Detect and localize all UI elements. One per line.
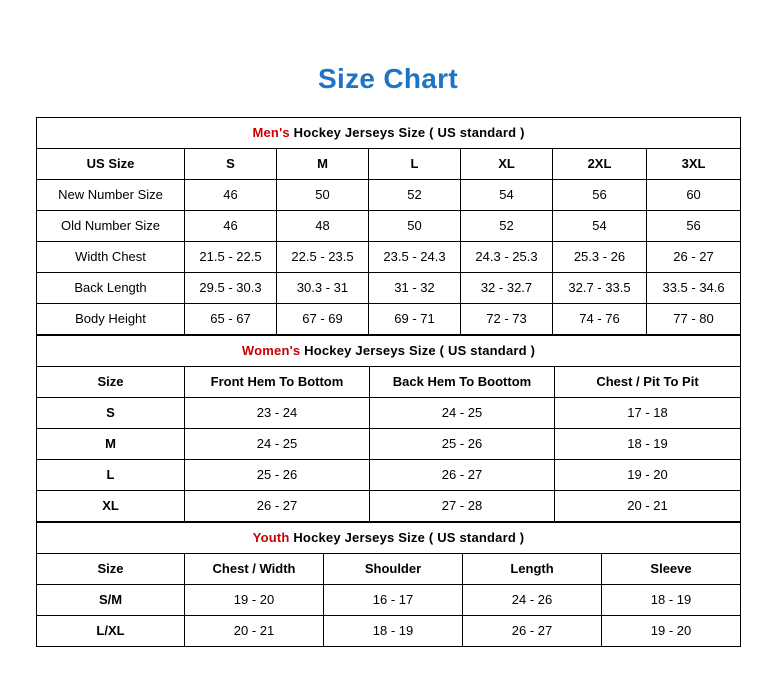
mens-cell: 23.5 - 24.3 [369,241,461,272]
mens-col-header: XL [461,148,553,179]
mens-row-label: Back Length [37,272,185,303]
mens-cell: 29.5 - 30.3 [185,272,277,303]
mens-col-header: L [369,148,461,179]
youth-row-label: L/XL [37,615,185,646]
mens-size-table [36,117,741,335]
youth-col-header: Shoulder [324,553,463,584]
mens-cell: 30.3 - 31 [277,272,369,303]
womens-section-header-row [37,335,741,366]
womens-row-label: S [37,397,185,428]
table-row [37,366,741,397]
mens-row-label: Old Number Size [37,210,185,241]
mens-cell: 56 [647,210,741,241]
mens-section-title-rest: Hockey Jerseys Size ( US standard ) [289,125,525,141]
mens-cell: 56 [553,179,647,210]
page-title: Size Chart [318,63,458,94]
mens-section-header-row [37,117,741,148]
youth-section-header-row [37,522,741,553]
youth-section-title-accent: Youth [252,530,290,546]
table-row [37,584,741,615]
table-row [37,179,741,210]
youth-cell: 18 - 19 [324,615,463,646]
table-row [37,397,741,428]
table-row [37,428,741,459]
table-row [37,459,741,490]
youth-cell: 19 - 20 [602,615,741,646]
womens-section-title-rest: Hockey Jerseys Size ( US standard ) [300,343,536,359]
table-row [37,210,741,241]
womens-row-label: L [37,459,185,490]
mens-cell: 54 [553,210,647,241]
mens-cell: 54 [461,179,553,210]
womens-cell: 20 - 21 [555,490,741,521]
womens-cell: 23 - 24 [185,397,370,428]
womens-cell: 25 - 26 [185,459,370,490]
womens-cell: 27 - 28 [370,490,555,521]
womens-col-header: Chest / Pit To Pit [555,366,741,397]
mens-cell: 26 - 27 [647,241,741,272]
womens-cell: 24 - 25 [185,428,370,459]
youth-col-header: Sleeve [602,553,741,584]
mens-row-label: Width Chest [37,241,185,272]
mens-row-label: New Number Size [37,179,185,210]
mens-cell: 72 - 73 [461,303,553,334]
mens-cell: 48 [277,210,369,241]
mens-col-header: 3XL [647,148,741,179]
youth-cell: 24 - 26 [463,584,602,615]
womens-section-title-accent: Women's [241,343,301,359]
womens-col-header: Back Hem To Boottom [370,366,555,397]
youth-cell: 20 - 21 [185,615,324,646]
womens-section-title [37,335,741,366]
youth-row-label: S/M [37,584,185,615]
table-row [37,553,741,584]
youth-col-header: Chest / Width [185,553,324,584]
mens-col-header: S [185,148,277,179]
mens-cell: 69 - 71 [369,303,461,334]
womens-col-header: Size [37,366,185,397]
youth-col-header: Size [37,553,185,584]
youth-cell: 26 - 27 [463,615,602,646]
table-row [37,241,741,272]
table-row [37,490,741,521]
mens-cell: 65 - 67 [185,303,277,334]
youth-cell: 19 - 20 [185,584,324,615]
womens-row-label: XL [37,490,185,521]
mens-cell: 32 - 32.7 [461,272,553,303]
mens-cell: 50 [277,179,369,210]
womens-cell: 25 - 26 [370,428,555,459]
mens-cell: 67 - 69 [277,303,369,334]
mens-cell: 33.5 - 34.6 [647,272,741,303]
youth-section-title [37,522,741,553]
youth-cell: 18 - 19 [602,584,741,615]
youth-col-header: Length [463,553,602,584]
mens-col-header: 2XL [553,148,647,179]
mens-cell: 74 - 76 [553,303,647,334]
mens-cell: 50 [369,210,461,241]
womens-row-label: M [37,428,185,459]
mens-col-header: US Size [37,148,185,179]
mens-cell: 46 [185,210,277,241]
table-row [37,272,741,303]
size-chart-container [36,117,740,647]
table-row [37,615,741,646]
womens-col-header: Front Hem To Bottom [185,366,370,397]
table-row [37,303,741,334]
mens-row-label: Body Height [37,303,185,334]
womens-cell: 26 - 27 [370,459,555,490]
womens-cell: 18 - 19 [555,428,741,459]
mens-section-title [37,117,741,148]
youth-section-title-rest: Hockey Jerseys Size ( US standard ) [289,530,525,546]
table-row [37,148,741,179]
womens-cell: 17 - 18 [555,397,741,428]
mens-cell: 24.3 - 25.3 [461,241,553,272]
womens-size-table [36,335,741,522]
womens-cell: 26 - 27 [185,490,370,521]
mens-cell: 52 [369,179,461,210]
mens-cell: 25.3 - 26 [553,241,647,272]
mens-cell: 32.7 - 33.5 [553,272,647,303]
mens-cell: 52 [461,210,553,241]
mens-cell: 60 [647,179,741,210]
youth-cell: 16 - 17 [324,584,463,615]
womens-cell: 19 - 20 [555,459,741,490]
womens-cell: 24 - 25 [370,397,555,428]
mens-cell: 46 [185,179,277,210]
mens-cell: 22.5 - 23.5 [277,241,369,272]
mens-cell: 21.5 - 22.5 [185,241,277,272]
mens-cell: 77 - 80 [647,303,741,334]
mens-section-title-accent: Men's [252,125,290,141]
youth-size-table [36,522,741,647]
mens-col-header: M [277,148,369,179]
mens-cell: 31 - 32 [369,272,461,303]
